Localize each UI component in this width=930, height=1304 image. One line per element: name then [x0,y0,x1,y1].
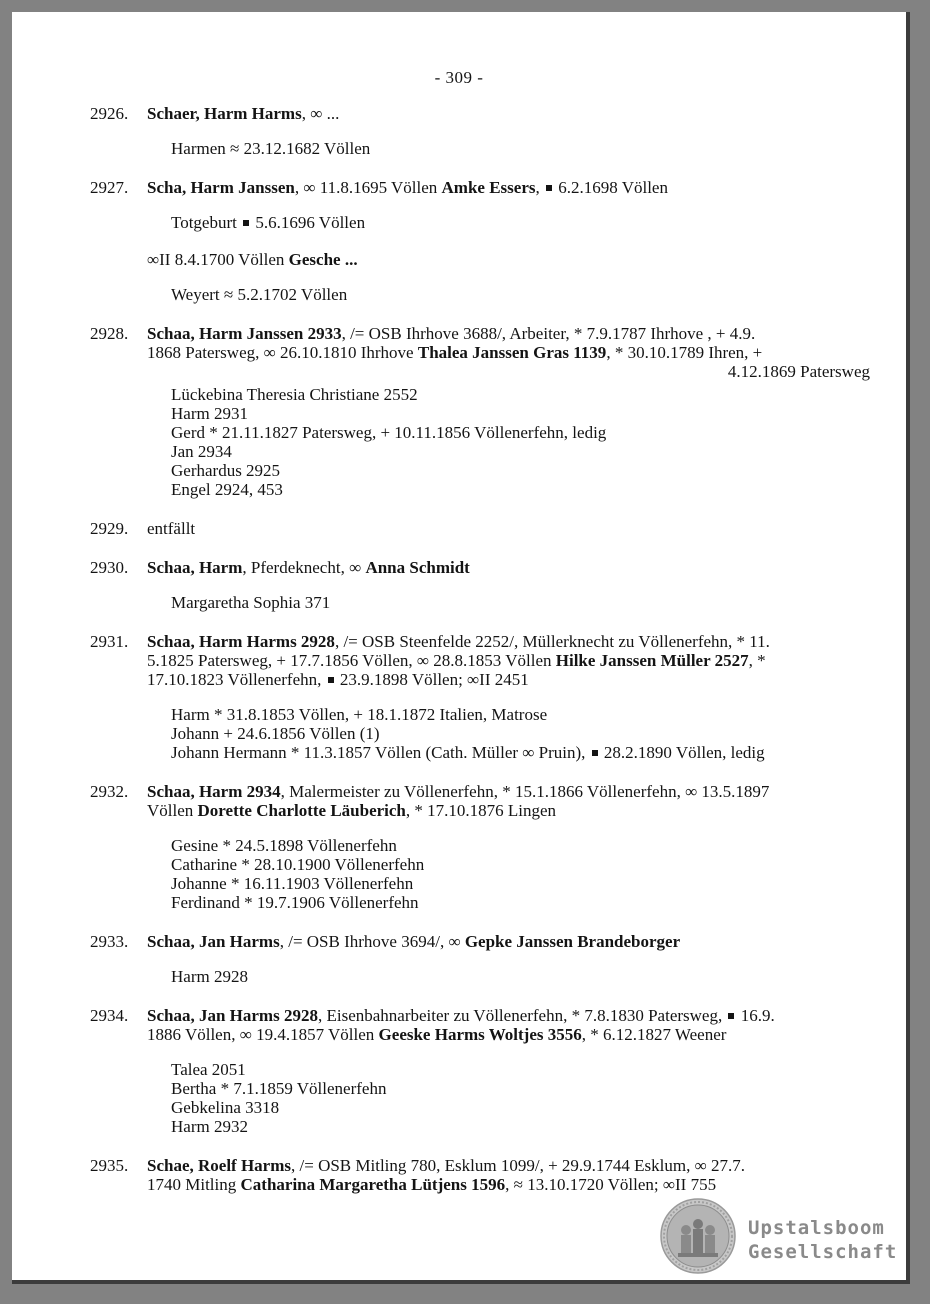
entry-detail: , /= OSB Mitling 780, Esklum 1099/, + 29.9.1744 Esklum, ∞ 27.7. [291,1156,745,1175]
page-number: - 309 - [434,68,484,87]
entry-2932 [90,782,870,912]
entry-heading [147,1006,870,1044]
entry-number: 2933. [90,932,129,951]
children-list [171,213,870,232]
burial-square-icon [592,750,598,756]
entry-number: 2935. [90,1156,129,1175]
child-line: Harmen ≈ 23.12.1682 Völlen [171,139,371,158]
entry-detail: , * 30.10.1789 Ihren, + [606,343,763,362]
entry-heading [147,1156,870,1194]
child-line: Gebkelina 3318 [171,1098,280,1117]
entry-detail: 1868 Patersweg, ∞ 26.10.1810 Ihrhove [147,343,418,362]
children-list [171,967,870,986]
child-line: Weyert ≈ 5.2.1702 Völlen [171,285,348,304]
entry-list [90,104,870,1214]
entry-2927 [90,178,870,304]
person-name: Schaa, Harm 2934 [147,782,281,801]
entry-detail: 1740 Mitling [147,1175,241,1194]
entry-number: 2927. [90,178,129,197]
children-list [171,1060,870,1136]
entry-detail: , ∞ ... [301,104,340,123]
spouse-name: Thalea Janssen Gras 1139 [417,343,607,362]
entry-detail: , * 17.10.1876 Lingen [405,801,557,820]
child-date: 5.6.1696 Völlen [255,213,366,232]
person-name: Schaa, Jan Harms 2928 [147,1006,318,1025]
entry-detail: Völlen [147,801,198,820]
marriage-detail: ∞II 8.4.1700 Völlen [147,250,289,269]
entry-heading [147,178,870,197]
entry-detail: , Pferdeknecht, ∞ [242,558,366,577]
person-name: Schaa, Harm Harms 2928 [147,632,335,651]
seal-logo-icon [660,1198,736,1274]
spouse-name: Gesche ... [288,250,358,269]
entry-detail: , * [748,651,766,670]
death-date: 23.9.1898 Völlen; ∞II 2451 [339,670,529,689]
entry-number: 2931. [90,632,129,651]
death-date: 6.2.1698 Völlen [558,178,668,197]
entry-heading [147,932,870,951]
person-name: Schaer, Harm Harms [147,104,302,123]
children-list [171,705,870,762]
child-line: Lückebina Theresia Christiane 2552 [171,385,418,404]
child-line [171,743,870,762]
entry-2933 [90,932,870,986]
child-name: Totgeburt [171,213,237,232]
person-name: Schaa, Harm [147,558,243,577]
burial-square-icon [243,220,249,226]
child-line: Harm 2931 [171,404,248,423]
burial-square-icon [728,1013,734,1019]
entry-2930 [90,558,870,612]
spouse-name: Amke Essers [441,178,536,197]
entry-number: 2926. [90,104,129,123]
entry-detail: 4.12.1869 Patersweg [727,362,870,381]
death-date: 16.9. [740,1006,775,1025]
child-line: Harm 2928 [171,967,248,986]
spouse-name: Hilke Janssen Müller 2527 [555,651,749,670]
child-date: 28.2.1890 Völlen, ledig [603,743,765,762]
entry-2928 [90,324,870,499]
entry-detail: 5.1825 Patersweg, + 17.7.1856 Völlen, ∞ 28.8.1853 Völlen [147,651,556,670]
person-name: Schaa, Jan Harms [147,932,280,951]
entry-heading [147,324,870,381]
child-line: Gerhardus 2925 [171,461,281,480]
document-page [12,12,910,1284]
entry-detail: , /= OSB Steenfelde 2252/, Müllerknecht zu Völlenerfehn, * 11. [334,632,770,651]
burial-square-icon [546,185,552,191]
child-line: Jan 2934 [171,442,232,461]
children-list [171,593,870,612]
entry-detail: , Eisenbahnarbeiter zu Völlenerfehn, * 7.8.1830 Patersweg, [317,1006,727,1025]
entry-heading [147,632,870,689]
brand-line: Gesellschaft [748,1241,898,1263]
entry-heading: entfällt [147,519,196,538]
child-line [171,213,870,232]
child-line: Bertha * 7.1.1859 Völlenerfehn [171,1079,387,1098]
entry-detail: , ≈ 13.10.1720 Völlen; ∞II 755 [505,1175,717,1194]
children-list [171,385,870,499]
entry-heading [147,782,870,820]
entry-detail: , ∞ 11.8.1695 Völlen [294,178,442,197]
child-line: Gerd * 21.11.1827 Patersweg, + 10.11.1856 Völlenerfehn, ledig [171,423,607,442]
spouse-name: Anna Schmidt [365,558,470,577]
brand-line: Upstalsboom [748,1217,885,1239]
child-line: Johann + 24.6.1856 Völlen (1) [171,724,380,743]
spouse-name: Geeske Harms Woltjes 3556 [378,1025,582,1044]
children-list [171,139,870,158]
entry-detail: , * 6.12.1827 Weener [581,1025,727,1044]
brand-name [748,1216,897,1264]
entry-detail: 17.10.1823 Völlenerfehn, [147,670,326,689]
child-line: Engel 2924, 453 [171,480,283,499]
entry-2934 [90,1006,870,1136]
spouse-name: Catharina Margaretha Lütjens 1596 [240,1175,506,1194]
entry-2926 [90,104,870,158]
entry-number: 2930. [90,558,129,577]
person-name: Scha, Harm Janssen [147,178,295,197]
child-line: Harm 2932 [171,1117,248,1136]
children-list [171,285,870,304]
entry-detail: , /= OSB Ihrhove 3688/, Arbeiter, * 7.9.1787 Ihrhove , + 4.9. [341,324,756,343]
entry-2929 [90,519,870,538]
entry-detail: , [535,178,544,197]
entry-number: 2934. [90,1006,129,1025]
entry-number: 2932. [90,782,129,801]
child-line: Ferdinand * 19.7.1906 Völlenerfehn [171,893,419,912]
child-line: Harm * 31.8.1853 Völlen, + 18.1.1872 Italien, Matrose [171,705,548,724]
child-line: Talea 2051 [171,1060,246,1079]
child-line: Margaretha Sophia 371 [171,593,331,612]
entry-2931 [90,632,870,762]
entry-detail: , Malermeister zu Völlenerfehn, * 15.1.1866 Völlenerfehn, ∞ 13.5.1897 [280,782,770,801]
child-line: Johanne * 16.11.1903 Völlenerfehn [171,874,414,893]
entry-heading [147,104,870,123]
second-marriage [147,250,870,269]
entry-number: 2928. [90,324,129,343]
burial-square-icon [328,677,334,683]
entry-detail: , /= OSB Ihrhove 3694/, ∞ [279,932,465,951]
person-name: Schaa, Harm Janssen 2933 [147,324,342,343]
child-line: Gesine * 24.5.1898 Völlenerfehn [171,836,397,855]
entry-heading [147,558,870,577]
child-name: Johann Hermann * 11.3.1857 Völlen (Cath. Müller ∞ Pruin), [171,743,590,762]
person-name: Schae, Roelf Harms [147,1156,292,1175]
child-line: Catharine * 28.10.1900 Völlenerfehn [171,855,425,874]
spouse-name: Gepke Janssen Brandeborger [464,932,681,951]
entry-detail: 1886 Völlen, ∞ 19.4.1857 Völlen [147,1025,379,1044]
entry-number: 2929. [90,519,129,538]
entry-2935 [90,1156,870,1194]
children-list [171,836,870,912]
spouse-name: Dorette Charlotte Läuberich [197,801,406,820]
